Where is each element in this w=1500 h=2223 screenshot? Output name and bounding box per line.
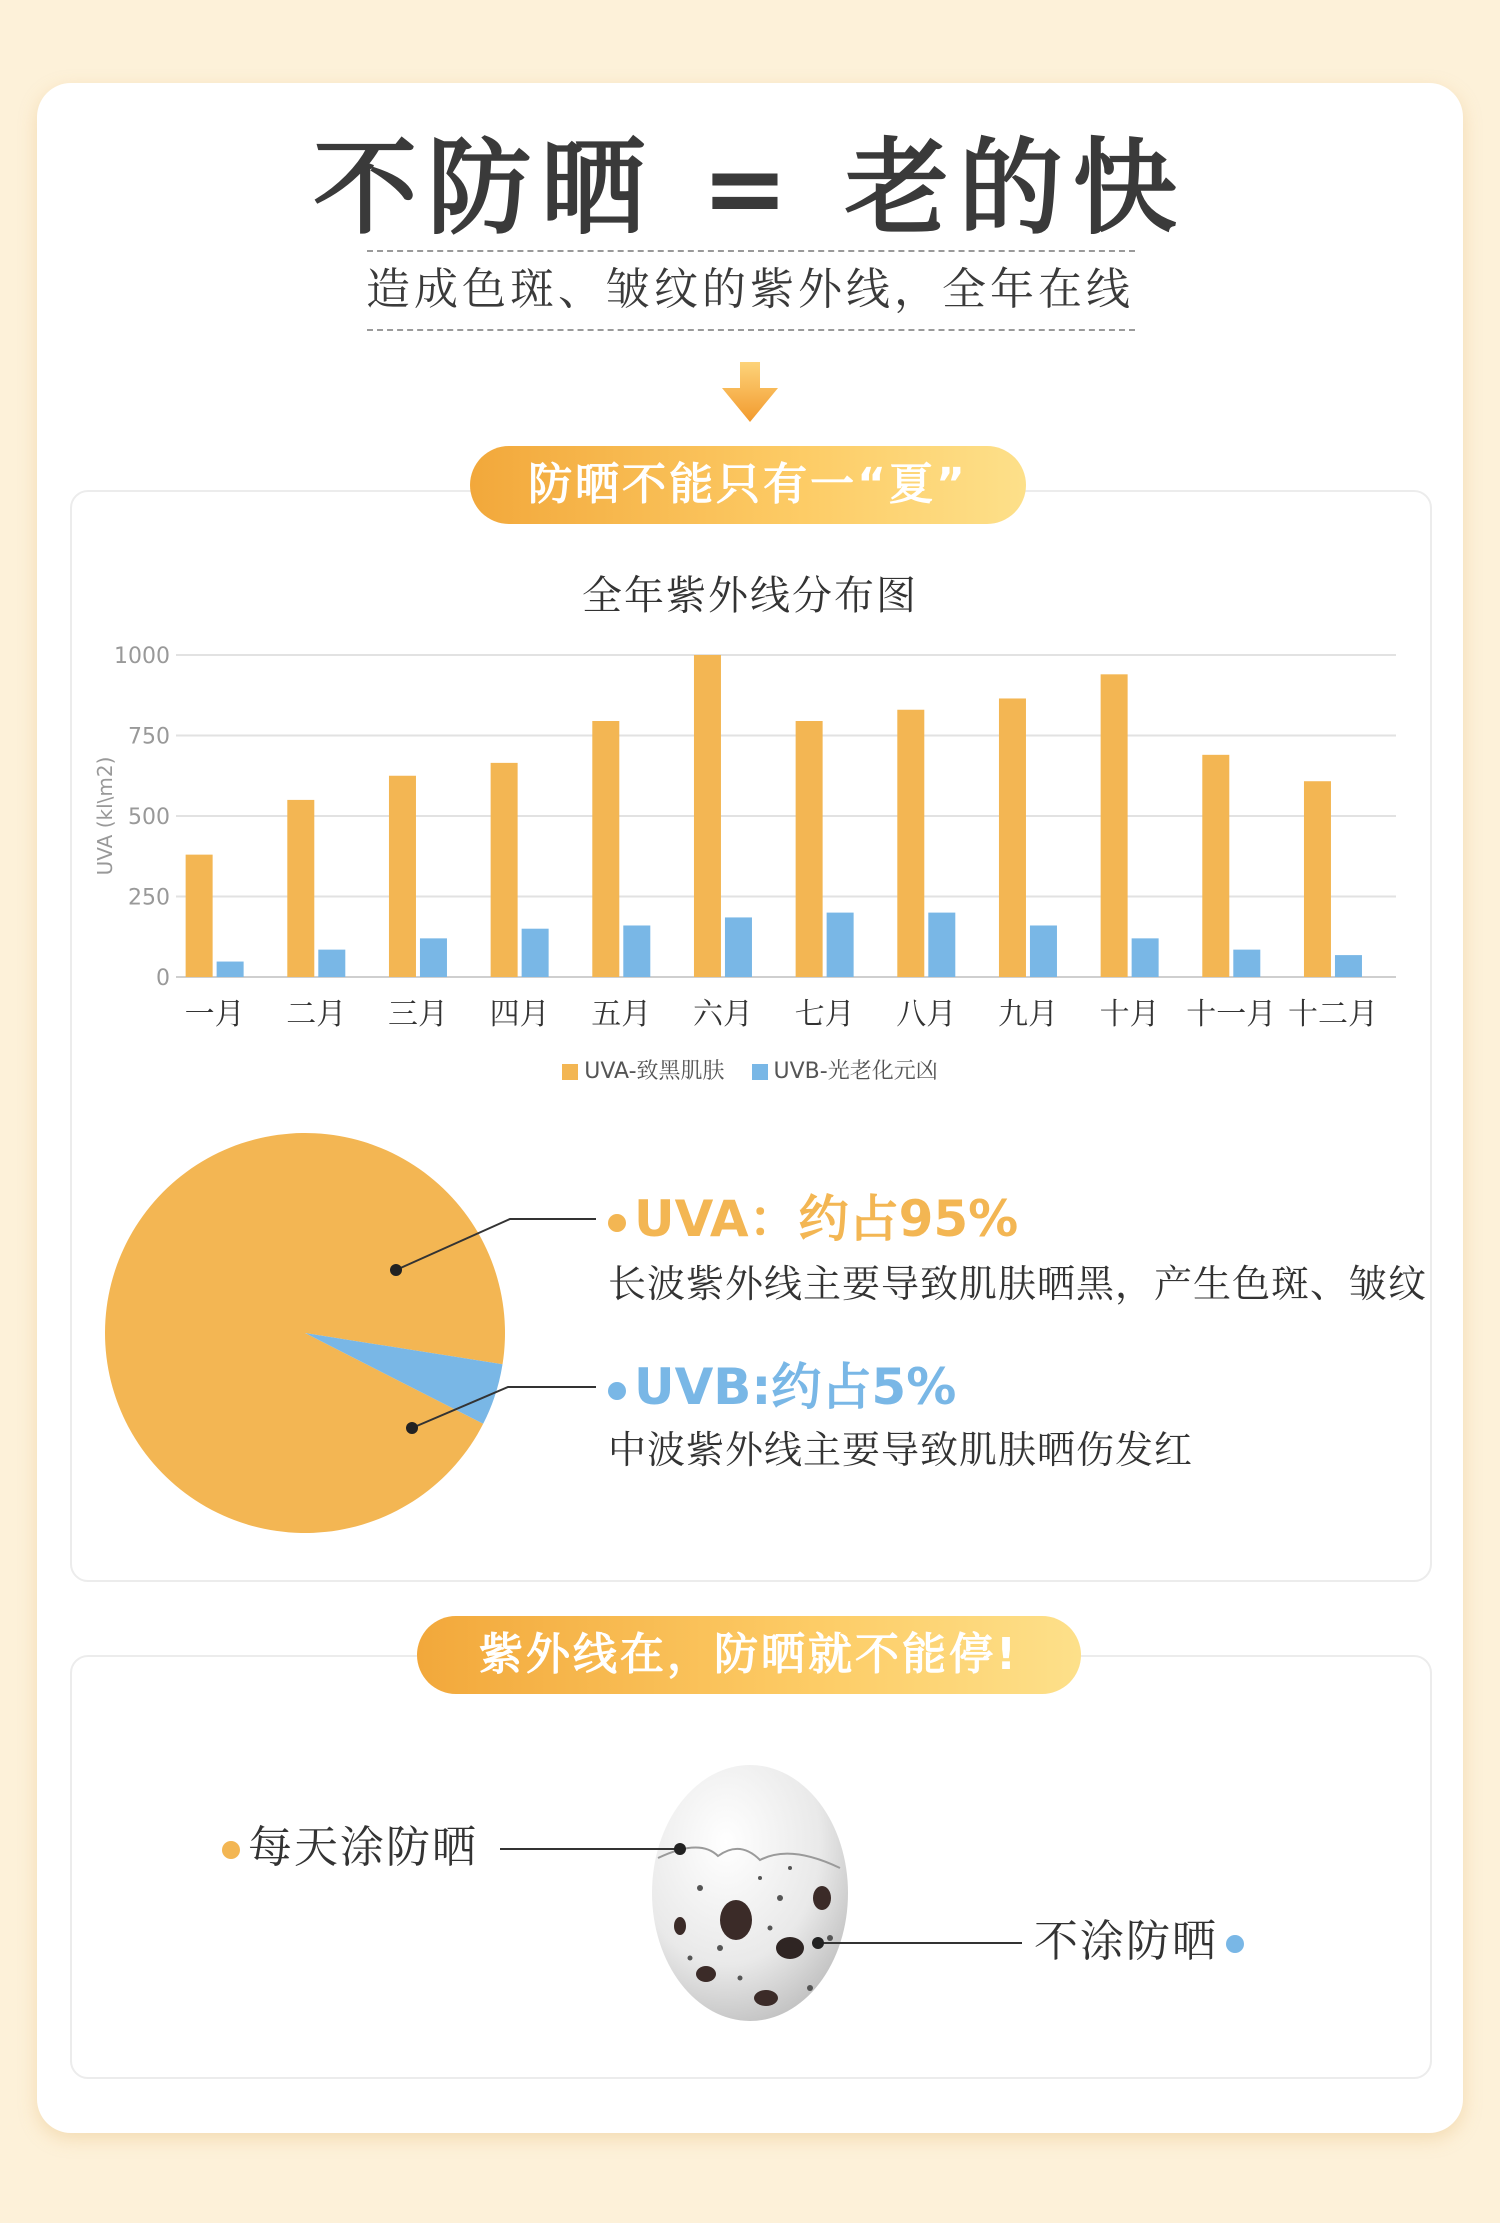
orange-dot-icon [222,1841,240,1859]
section-pill-keep-going: 紫外线在，防晒就不能停! [417,1616,1081,1694]
uva-share-text: UVA：约占95% [634,1190,1019,1248]
y-tick-label: 0 [156,966,170,991]
x-tick-label: 八月 [896,997,957,1032]
x-tick-label: 六月 [692,997,753,1032]
x-tick-label: 十一月 [1186,997,1277,1032]
daily-sunscreen-label [222,1818,478,1878]
x-tick-label: 十月 [1099,997,1160,1032]
no-sunscreen-label [1034,1912,1252,1972]
x-tick-label: 五月 [591,997,652,1032]
y-tick-label: 500 [128,805,170,830]
x-tick-label: 四月 [489,997,550,1032]
legend-label-uvb: UVB-光老化元凶 [773,1059,938,1084]
section-pill-summer: 防晒不能只有一“夏” [470,446,1026,524]
x-tick-label: 十二月 [1287,997,1378,1032]
chart-title: 全年紫外线分布图 [582,573,918,619]
x-tick-label: 二月 [286,997,347,1032]
uvb-description: 中波紫外线主要导致肌肤晒伤发红 [608,1428,1194,1472]
y-tick-label: 250 [128,885,170,911]
y-tick-label: 1000 [114,644,170,669]
y-axis-label: UVA (kl\m2) [93,756,117,876]
page-subtitle: 造成色斑、皱纹的紫外线，全年在线 [366,264,1134,315]
y-tick-label: 750 [128,724,170,750]
legend-label-uva: UVA-致黑肌肤 [584,1059,725,1084]
x-tick-label: 一月 [184,997,245,1032]
x-tick-label: 三月 [387,997,448,1032]
page-title: 不防晒 = 老的快 [313,127,1187,249]
uva-description: 长波紫外线主要导致肌肤晒黑，产生色斑、皱纹 [608,1262,1428,1306]
blue-dot-icon [1226,1935,1244,1953]
daily-sunscreen-text: 每天涂防晒 [248,1822,478,1873]
x-tick-label: 九月 [997,997,1058,1032]
uvb-share-text: UVB:约占5% [634,1358,957,1416]
no-sunscreen-text: 不涂防晒 [1034,1916,1218,1967]
x-tick-label: 七月 [794,997,855,1032]
